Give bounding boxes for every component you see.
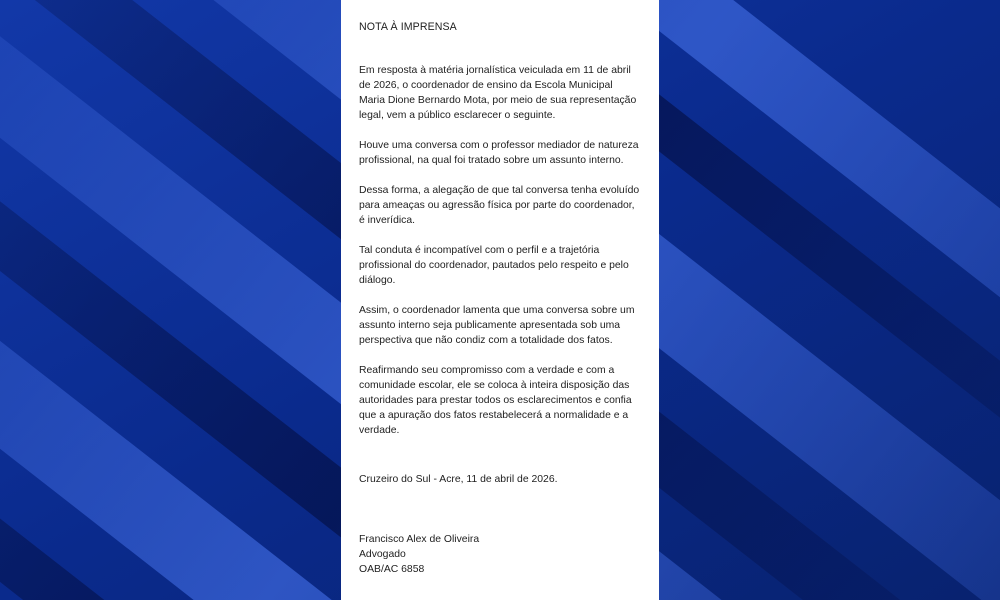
paragraph-regret: Assim, o coordenador lamenta que uma conversa sobre um assunto interno seja publicamente apresentada sob uma perspectiva que não condiz com a totalidade dos fatos.	[359, 305, 635, 346]
signature-block	[359, 532, 641, 577]
paragraph-intro: Em resposta à matéria jornalística veiculada em 11 de abril de 2026, o coordenador de ensino da Escola Municipal Maria Dione Bernardo Mota, por meio de sua representação legal, vem a público esclarecer o seguinte.	[359, 65, 637, 121]
place-date-line: Cruzeiro do Sul - Acre, 11 de abril de 2026.	[359, 474, 558, 485]
signer-role: Advogado	[359, 549, 406, 560]
document-title: NOTA À IMPRENSA	[359, 21, 457, 33]
paragraph-allegation: Dessa forma, a alegação de que tal conversa tenha evoluído para ameaças ou agressão física por parte do coordenador, é inverídica.	[359, 185, 640, 226]
paragraph-conduct: Tal conduta é incompatível com o perfil e a trajetória profissional do coordenador, pautados pelo respeito e pelo diálogo.	[359, 245, 629, 286]
press-note-document	[341, 0, 659, 600]
signer-name: Francisco Alex de Oliveira	[359, 534, 480, 545]
paragraph-conversation: Houve uma conversa com o professor mediador de natureza profissional, na qual foi tratado sobre um assunto interno.	[359, 140, 639, 166]
signer-registration: OAB/AC 6858	[359, 564, 425, 575]
paragraph-commitment: Reafirmando seu compromisso com a verdade e com a comunidade escolar, ele se coloca à inteira disposição das autoridades para prestar todos os esclarecimentos e confia que a apuração dos fatos restabelecerá a normalidade e a verdade.	[359, 365, 632, 436]
